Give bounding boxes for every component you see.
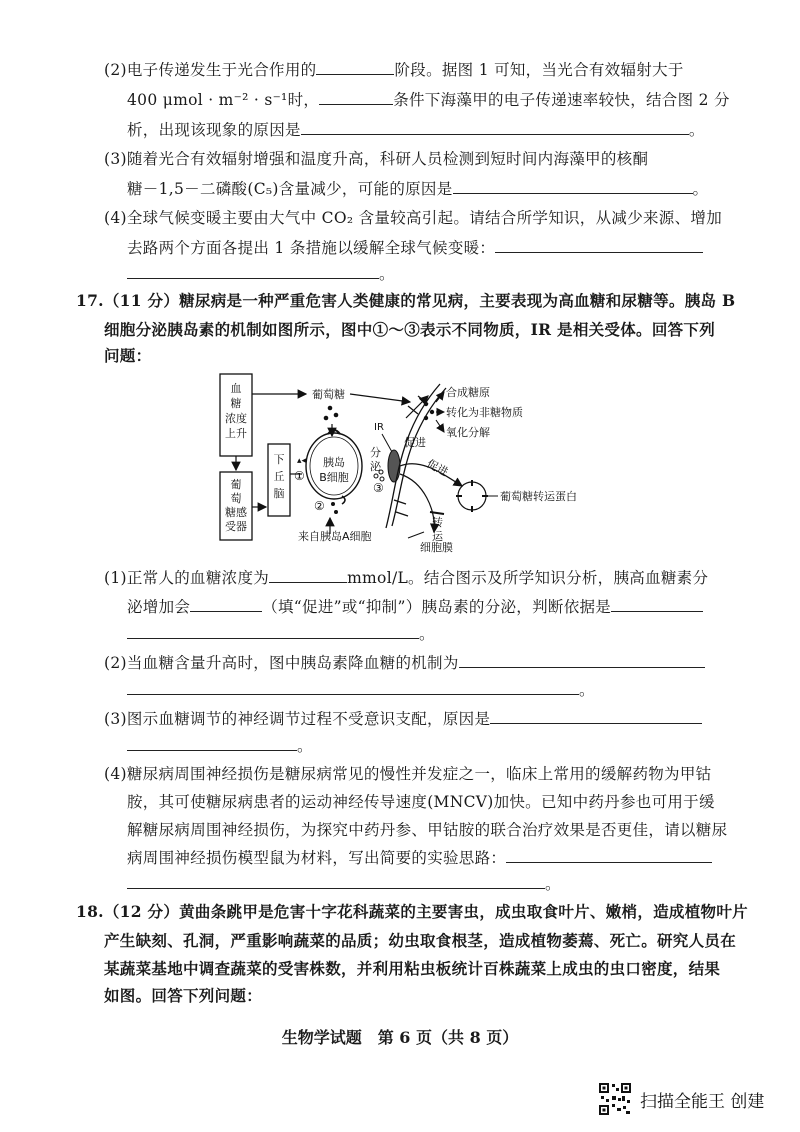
answer-blank[interactable] [127,262,379,279]
substance-2-dot [334,510,338,514]
text: （填“促进”或“抑制”）胰岛素的分泌，判断依据是 [262,598,612,616]
transporter-vesicle [458,482,486,510]
q17-part3-line1 [104,707,702,730]
text: (3)随着光合有效辐射增强和温度升高，科研人员检测到短时间内海藻甲的核酮 [104,150,649,168]
q16-part4-line2 [127,236,703,259]
qr-code-icon [598,1082,632,1116]
q16-part3-line2 [127,177,708,200]
text: 。 [688,121,705,139]
circle-1-label: ① [294,469,305,483]
text: 产生缺刻、孔洞，严重影响蔬菜的品质；幼虫取食根茎，造成植物萎蔫、死亡。研究人员在 [104,931,737,950]
q16-part3-line1 [104,148,648,170]
q17-stem-line1 [76,290,735,312]
arrow [350,394,410,402]
hypothalamus-label: 下 [273,453,285,466]
ir-receptor [388,450,400,482]
glucose-dot [424,416,428,420]
scanner-label: 扫描全能王 创建 [640,1091,765,1112]
answer-blank[interactable] [611,595,703,612]
receptor-mark [342,496,345,504]
transport-label: 转 [432,516,443,529]
q17-part4-line4 [127,846,712,869]
q17-part4-line1 [104,763,711,785]
substance-1-dots: ▴◂ [297,456,307,466]
q17-part4-line3 [127,819,727,841]
arrow [436,420,444,432]
q18-stem-line3 [104,958,720,980]
transporter-mark [430,512,444,514]
scanner-watermark [598,1082,764,1116]
glucose-rise-label: 浓度 [225,412,247,425]
q18-stem-line4 [104,985,262,1007]
secrete-label: 泌 [370,460,381,473]
q17-part3-line2 [127,734,313,757]
b-cell-label: B细胞 [319,471,349,484]
from-a-cell-label: 来自胰岛A细胞 [298,530,372,543]
text: (3)图示血糖调节的神经调节过程不受意识支配，原因是 [104,710,491,728]
answer-blank[interactable] [127,622,419,639]
text: 解糖尿病周围神经损伤，为探究中药丹参、甲钴胺的联合治疗效果是否更佳，请以糖尿 [127,821,728,839]
circle-3-label: ③ [373,481,384,495]
q18-stem-line2 [104,930,736,952]
receptor-label: 萄 [230,492,242,505]
text: 糖－1,5－二磷酸(C₅)含量减少，可能的原因是 [127,180,453,198]
q17-part4-line5 [127,872,561,895]
text: 。 [379,265,395,283]
q16-part4-line3 [127,262,395,285]
answer-blank[interactable] [269,566,347,583]
b-cell-label: 胰岛 [323,456,345,469]
transport-label: 运 [432,530,443,543]
glucose-dot [424,402,428,406]
answer-blank[interactable] [316,58,394,75]
promote-label-2: 促进 [424,457,451,479]
glucose-label: 葡萄糖 [312,388,345,401]
text: 。 [692,180,709,198]
insulin-secretion-diagram [210,362,600,554]
oxidize-label: 氧化分解 [446,426,490,439]
hypothalamus-label: 脑 [273,487,285,500]
circle-2-label: ② [314,499,325,513]
glucose-dot [324,416,329,421]
q17-stem-line3 [104,345,151,367]
transporter-label: 葡萄糖转运蛋白 [500,490,577,503]
text: (1)正常人的血糖浓度为 [104,569,270,587]
q16-part2-line3 [127,118,705,141]
answer-blank[interactable] [506,846,712,863]
text: 。 [297,737,313,755]
text: 400 μmol · m⁻² · s⁻¹时， [127,91,320,109]
answer-blank[interactable] [453,177,693,194]
text: 析，出现该现象的原因是 [127,121,301,139]
q17-part1-line1 [104,566,708,589]
answer-blank[interactable] [127,734,297,751]
cell-membrane [392,388,446,526]
q17-part2-line1 [104,651,705,674]
glucose-dot [328,406,333,411]
q18-stem-line1 [76,901,748,923]
hypothalamus-label: 丘 [273,470,285,483]
answer-blank[interactable] [459,651,705,668]
text: 阶段。据图 1 可知，当光合有效辐射大于 [394,61,684,79]
receptor-label: 葡 [230,478,242,491]
text: 。 [545,875,561,893]
text: 细胞分泌胰岛素的机制如图所示，图中①～③表示不同物质，IR 是相关受体。回答下列 [104,320,716,339]
text: 17.（11 分）糖尿病是一种严重危害人类健康的常见病，主要表现为高血糖和尿糖等。胰岛 B [76,291,736,310]
glucose-dot [430,410,434,414]
text: mmol/L。结合图示及所学知识分析，胰高血糖素分 [347,569,709,587]
text: 胺，其可使糖尿病患者的运动神经传导速度(MNCV)加快。已知中药丹参也可用于缓 [127,793,715,811]
insulin-dot [374,474,378,478]
nonsugar-label: 转化为非糖物质 [446,406,523,419]
ir-pointer [382,434,392,452]
glucose-dot [334,413,339,418]
glucose-rise-label: 糖 [230,397,242,410]
answer-blank[interactable] [127,678,579,695]
q16-part2-line1 [104,58,684,81]
text: 某蔬菜基地中调查蔬菜的受害株数，并利用粘虫板统计百株蔬菜上成虫的虫口密度，结果 [104,959,721,978]
answer-blank[interactable] [319,88,393,105]
substance-2-dot [331,502,335,506]
glucose-rise-label: 血 [230,382,242,395]
q16-part2-line2 [127,88,730,111]
membrane-tick [394,500,406,504]
text: 去路两个方面各提出 1 条措施以缓解全球气候变暖： [127,239,496,257]
pointer [408,532,424,538]
text: (4)全球气候变暖主要由大气中 CO₂ 含量较高引起。请结合所学知识，从减少来源、增加 [104,209,722,227]
arrow [436,392,444,402]
page-footer: 生物学试题 第 6 页（共 8 页） [281,1028,519,1047]
receptor-label: 受器 [225,520,247,533]
q17-stem-line2 [104,319,715,341]
text: 泌增加会 [127,598,191,616]
text: 如图。回答下列问题： [104,986,263,1005]
glycogen-label: 合成糖原 [446,386,490,399]
text: 。 [579,681,595,699]
arrow [400,474,434,532]
answer-blank[interactable] [490,707,702,724]
q17-part1-line2 [127,595,703,618]
q17-part2-line2 [127,678,595,701]
text: (2)电子传递发生于光合作用的 [104,61,317,79]
answer-blank[interactable] [495,236,703,253]
answer-blank[interactable] [190,595,262,612]
text: 18.（12 分）黄曲条跳甲是危害十字花科蔬菜的主要害虫，成虫取食叶片、嫩梢，造成植物叶片 [76,902,748,921]
q17-part4-line2 [127,791,715,813]
text: (4)糖尿病周围神经损伤是糖尿病常见的慢性并发症之一，临床上常用的缓解药物为甲钴 [104,765,712,783]
glucose-rise-label: 上升 [225,427,247,440]
cell-membrane-label: 细胞膜 [420,541,453,554]
text: (2)当血糖含量升高时，图中胰岛素降血糖的机制为 [104,654,459,672]
secrete-label: 分 [370,446,381,459]
text: 条件下海藻甲的电子传递速率较快，结合图 2 分 [393,91,730,109]
receptor-label: 糖感 [225,506,247,519]
answer-blank[interactable] [127,872,545,889]
text: 。 [419,625,435,643]
text: 病周围神经损伤模型鼠为材料，写出简要的实验思路： [127,849,507,867]
ir-label: IR [374,422,384,433]
q17-part1-line3 [127,622,435,645]
text: 问题： [104,346,152,365]
q16-part4-line1 [104,207,722,229]
membrane-tick [396,512,408,516]
promote-label-1: 促进 [404,436,426,449]
answer-blank[interactable] [301,118,689,135]
